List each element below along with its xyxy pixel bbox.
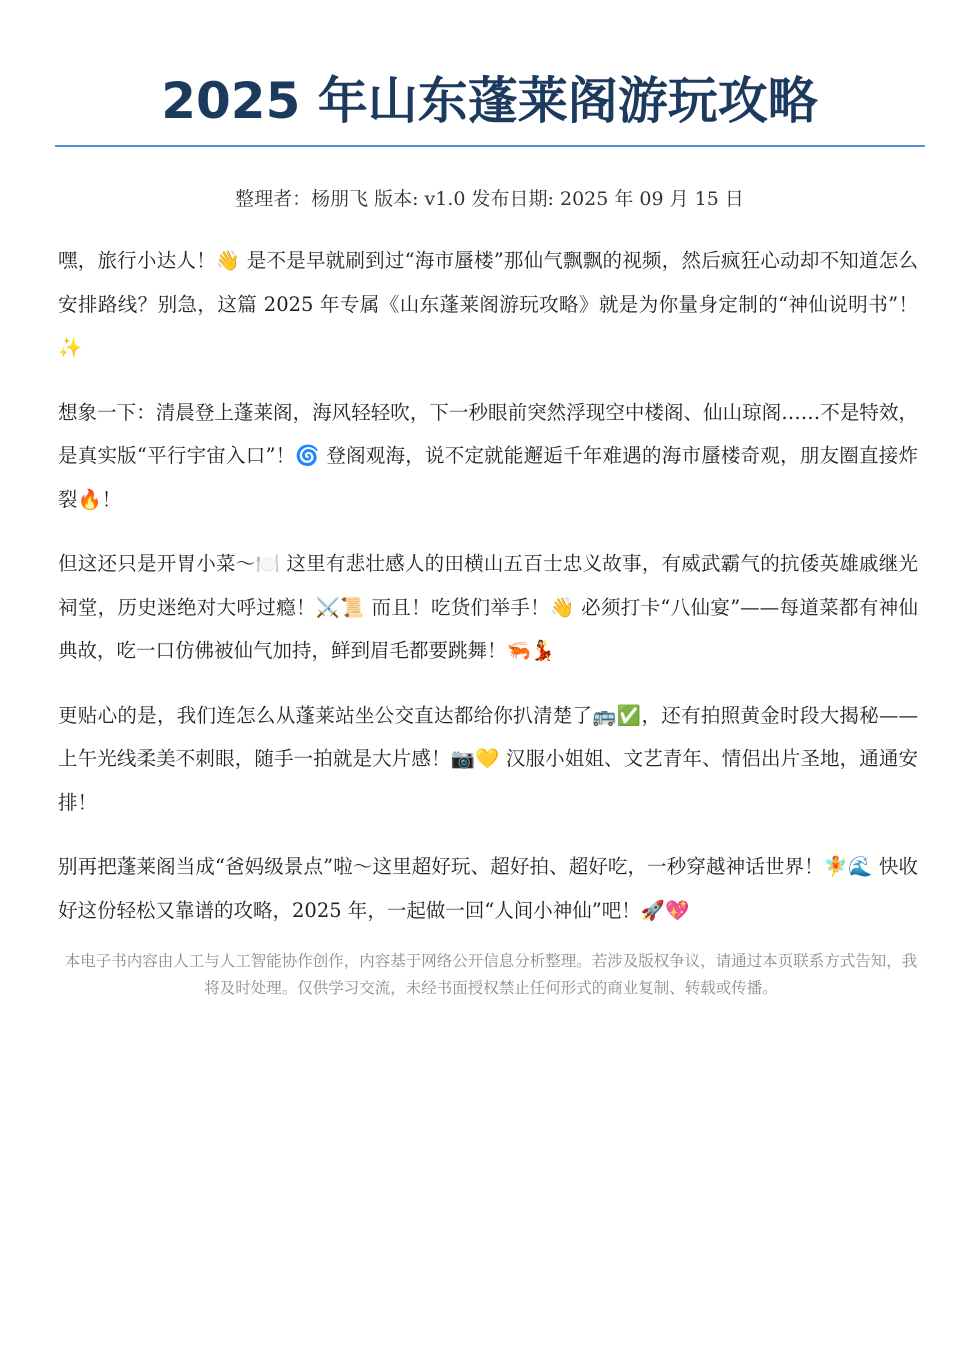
paragraph-closing: 别再把蓬莱阁当成“爸妈级景点”啦～这里超好玩、超好拍、超好吃，一秒穿越神话世界！🧚🌊 快收好这份轻松又靠谱的攻略，2025 年，一起做一回“人间小神仙”吧！🚀💖 <box>58 855 918 922</box>
title-divider <box>55 145 925 147</box>
paragraph-history-food: 但这还只是开胃小菜～🍽️ 这里有悲壮感人的田横山五百士忠义故事，有威武霸气的抗倭英雄戚继光祠堂，历史迷绝对大呼过瘾！⚔️📜 而且！吃货们举手！👋 必须打卡“八仙宴”——每道菜都有神仙典故，吃一口仿佛被仙气加持，鲜到眉毛都要跳舞！🦐💃 <box>58 552 918 662</box>
paragraph-transport-photo: 更贴心的是，我们连怎么从蓬莱站坐公交直达都给你扒清楚了🚌✅，还有拍照黄金时段大揭秘——上午光线柔美不刺眼，随手一拍就是大片感！📷💛 汉服小姐姐、文艺青年、情侣出片圣地，通通安排！ <box>58 703 918 814</box>
document-meta: 整理者：杨朋飞 版本: v1.0 发布日期: 2025 年 09 月 15 日 <box>235 188 744 210</box>
document-title: 2025 年山东蓬莱阁游玩攻略 <box>161 72 818 130</box>
copyright-notice: 本电子书内容由人工与人工智能协作创作，内容基于网络公开信息分析整理。若涉及版权争议，请通过本页联系方式告知，我将及时处理。仅供学习交流，未经书面授权禁止任何形式的商业复制、转载或传播。 <box>64 952 918 997</box>
paragraph-intro: 嘿，旅行小达人！👋 是不是早就刷到过“海市蜃楼”那仙气飘飘的视频，然后疯狂心动却不知道怎么安排路线？别急，这篇 2025 年专属《山东蓬莱阁游玩攻略》就是为你量身定制的“神仙说明书”！✨ <box>58 249 918 359</box>
document-body <box>58 239 918 953</box>
paragraph-mirage: 想象一下：清晨登上蓬莱阁，海风轻轻吹，下一秒眼前突然浮现空中楼阁、仙山琼阁……不是特效，是真实版“平行宇宙入口”！🌀 登阁观海，说不定就能邂逅千年难遇的海市蜃楼奇观，朋友圈直接炸裂🔥！ <box>58 400 918 511</box>
